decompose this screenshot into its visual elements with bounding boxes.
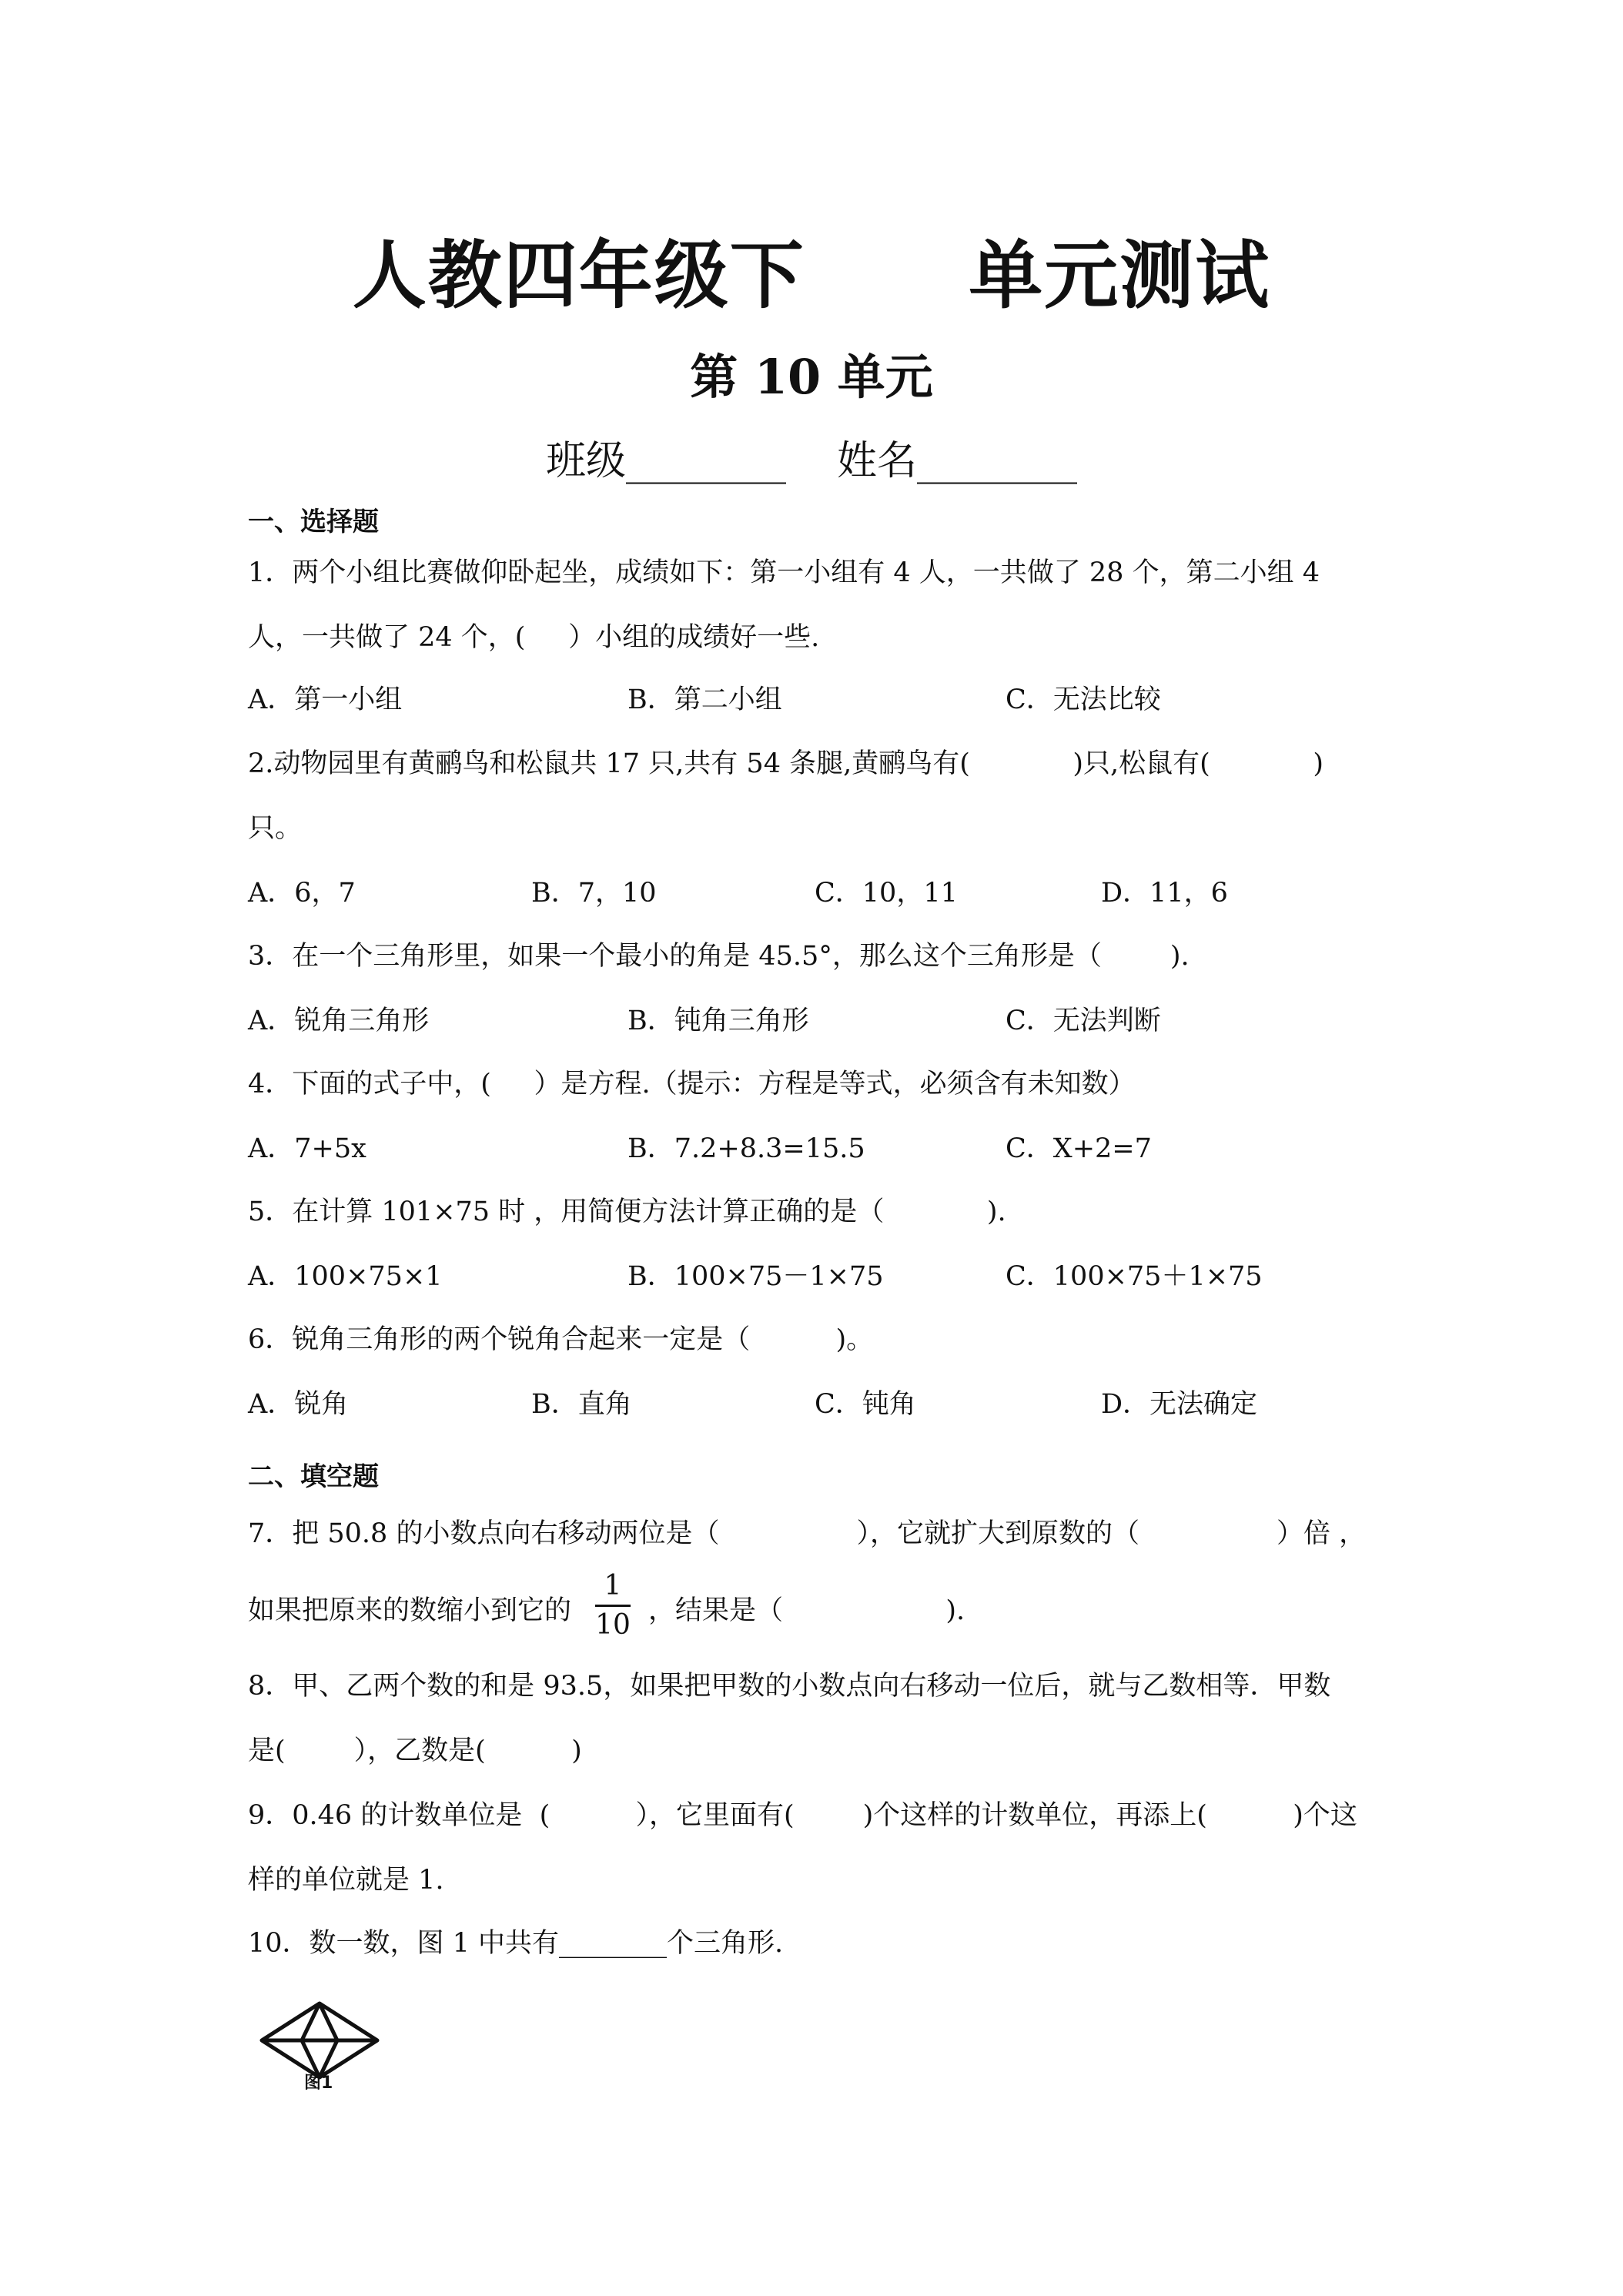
question-1-line-1: 1．两个小组比赛做仰卧起坐，成绩如下：第一小组有 4 人，一共做了 28 个，第二小组 4 [248,557,1320,588]
question-2-option-c: C．10，11 [815,878,958,909]
question-9-line-1: 9．0.46 的计数单位是 ( ），它里面有( )个这样的计数单位，再添上( )个这 [248,1800,1357,1831]
question-2-option-d: D．11，6 [1101,878,1228,909]
question-8-line-2: 是( ），乙数是( ) [248,1735,582,1766]
question-4-option-b: B．7.2+8.3=15.5 [627,1133,865,1164]
question-2-option-a: A．6，7 [248,878,356,909]
question-4-line-1: 4．下面的式子中，( ）是方程.（提示：方程是等式，必须含有未知数） [248,1069,1136,1099]
question-5-line-1: 5．在计算 101×75 时 ，用简便方法计算正确的是（ ). [248,1197,1006,1227]
question-3-option-b: B．钝角三角形 [627,1006,809,1036]
class-name-line: 班级________ 姓名________ [545,438,1078,484]
question-5-option-c: C．100×75＋1×75 [1006,1261,1263,1292]
question-2-line-2: 只。 [248,813,303,844]
question-7-line-2-part-a: 如果把原来的数缩小到它的 [248,1595,572,1626]
question-6-option-d: D．无法确定 [1101,1389,1258,1420]
question-6-line-1: 6．锐角三角形的两个锐角合起来一定是（ )。 [248,1324,874,1355]
fraction-denominator: 10 [595,1609,631,1641]
fraction-numerator: 1 [604,1570,622,1602]
question-3-line-1: 3．在一个三角形里，如果一个最小的角是 45.5°，那么这个三角形是（ ). [248,941,1190,972]
question-5-option-b: B．100×75－1×75 [627,1261,884,1292]
question-5-option-a: A．100×75×1 [248,1261,443,1292]
fraction-one-tenth [595,1571,631,1641]
question-1-option-c: C．无法比较 [1006,684,1161,715]
question-10-line-1: 10．数一数，图 1 中共有________个三角形. [248,1928,784,1959]
section-choice-heading: 一、选择题 [248,507,379,537]
figure-caption: 图1 [304,2073,333,2093]
question-6-option-a: A．锐角 [248,1389,349,1420]
question-8-line-1: 8．甲、乙两个数的和是 93.5，如果把甲数的小数点向右移动一位后，就与乙数相等．甲数 [248,1671,1331,1702]
question-6-option-c: C．钝角 [815,1389,916,1420]
question-9-line-2: 样的单位就是 1. [248,1865,444,1896]
question-1-option-a: A．第一小组 [248,684,403,715]
question-7-line-2-part-b: ，结果是（ ). [648,1595,965,1626]
question-1-option-b: B．第二小组 [627,684,782,715]
question-1-line-2: 人，一共做了 24 个，( ）小组的成绩好一些. [248,622,820,653]
unit-subtitle: 第 10 单元 [690,349,933,405]
question-4-option-c: C．X+2=7 [1006,1133,1152,1164]
question-7-line-1: 7．把 50.8 的小数点向右移动两位是（ ），它就扩大到原数的（ ）倍 ， [248,1518,1367,1549]
question-4-option-a: A．7+5x [248,1133,366,1164]
question-6-option-b: B．直角 [531,1389,632,1420]
question-3-option-a: A．锐角三角形 [248,1006,430,1036]
fraction-bar [595,1605,631,1607]
question-2-option-b: B．7，10 [531,878,657,909]
page-title: 人教四年级下 单元测试 [352,233,1271,319]
question-3-option-c: C．无法判断 [1006,1006,1161,1036]
section-fill-heading: 二、填空题 [248,1461,379,1492]
question-2-line-1: 2.动物园里有黄鹂鸟和松鼠共 17 只,共有 54 条腿,黄鹂鸟有( )只,松鼠有( ) [248,748,1323,779]
